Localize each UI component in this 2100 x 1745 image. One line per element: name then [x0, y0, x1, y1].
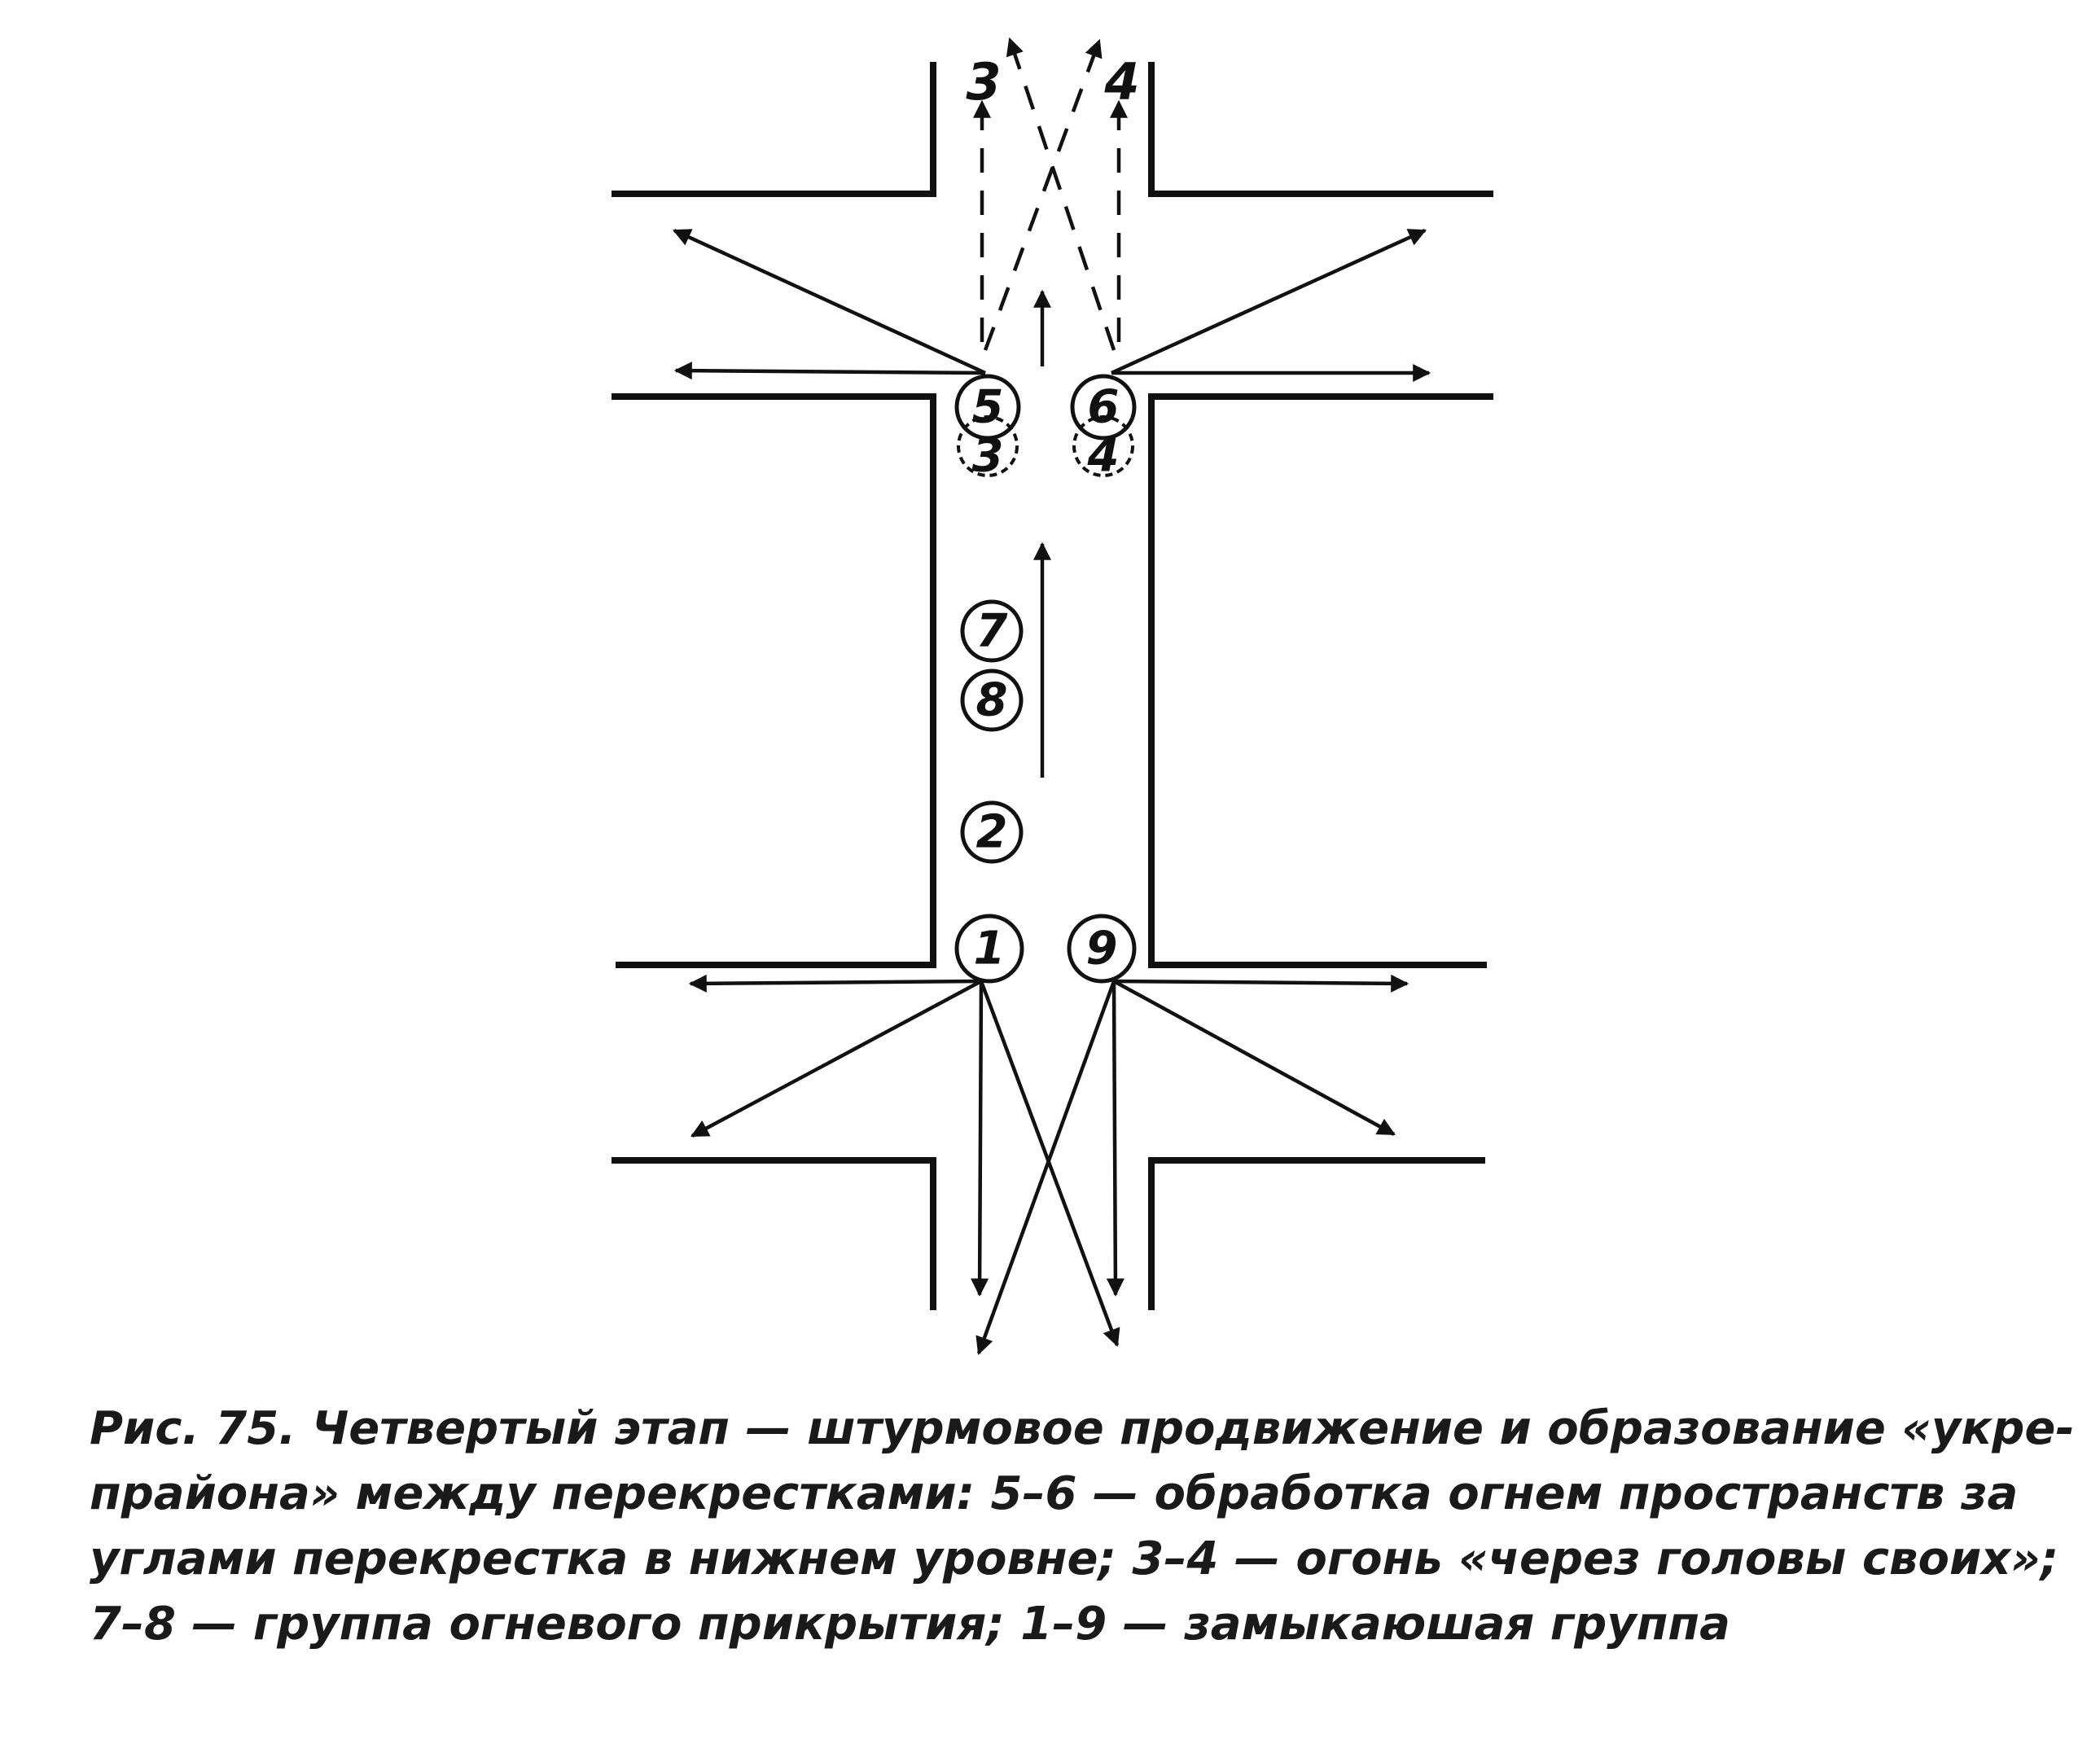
squad-number: 5: [971, 380, 1004, 434]
squad-number: 7: [975, 604, 1008, 658]
squad-number: 3: [971, 429, 1004, 483]
caption-line: углами перекрестка в нижнем уровне; 3–4 — огонь «через головы своих»;: [90, 1532, 2059, 1585]
fire-arrow: [674, 230, 985, 373]
fire-arrow: [1114, 981, 1116, 1295]
street-outline: [615, 65, 1490, 1307]
street-left-edge-main: [615, 397, 933, 965]
street-left-edge-top: [615, 65, 933, 194]
overhead-fire-dashed: [966, 39, 1139, 350]
exit-label-left: 3: [966, 52, 1002, 112]
dashed-fire-right-cross: [1010, 39, 1114, 350]
street-right-edge-main: [1151, 397, 1490, 965]
squad-number: 9: [1085, 922, 1118, 976]
fire-arrow: [691, 981, 981, 984]
exit-label-right: 4: [1104, 52, 1140, 112]
bottom-fire-arrows: [691, 981, 1407, 1353]
street-right-edge-bottom: [1151, 1160, 1482, 1307]
figure-caption: [90, 1396, 2075, 1657]
fire-arrow: [1111, 230, 1425, 373]
squad-number: 8: [975, 673, 1008, 727]
squad-number: 6: [1087, 380, 1120, 434]
caption-line: прайона» между перекрестками: 5–6 — обработка огнем пространств за: [90, 1467, 2019, 1520]
fire-arrow: [979, 981, 1114, 1353]
fire-arrow: [692, 981, 981, 1136]
squad-number: 4: [1087, 429, 1120, 483]
street-left-edge-bottom: [615, 1160, 933, 1307]
street-right-edge-top: [1151, 65, 1490, 194]
squad-number: 1: [973, 922, 1006, 976]
fire-arrow: [1114, 981, 1407, 984]
fire-arrow: [1114, 981, 1394, 1134]
caption-line: Рис. 75. Четвертый этап — штурмовое продвижение и образование «укре-: [90, 1402, 2075, 1455]
caption-line: 7–8 — группа огневого прикрытия; 1–9 — замыкаюшая группа: [90, 1598, 1730, 1651]
top-fire-arrows: [674, 230, 1429, 373]
fire-arrow: [980, 981, 981, 1295]
squad-markers: [957, 376, 1134, 981]
fire-arrow: [676, 370, 985, 373]
squad-number: 2: [975, 805, 1008, 859]
